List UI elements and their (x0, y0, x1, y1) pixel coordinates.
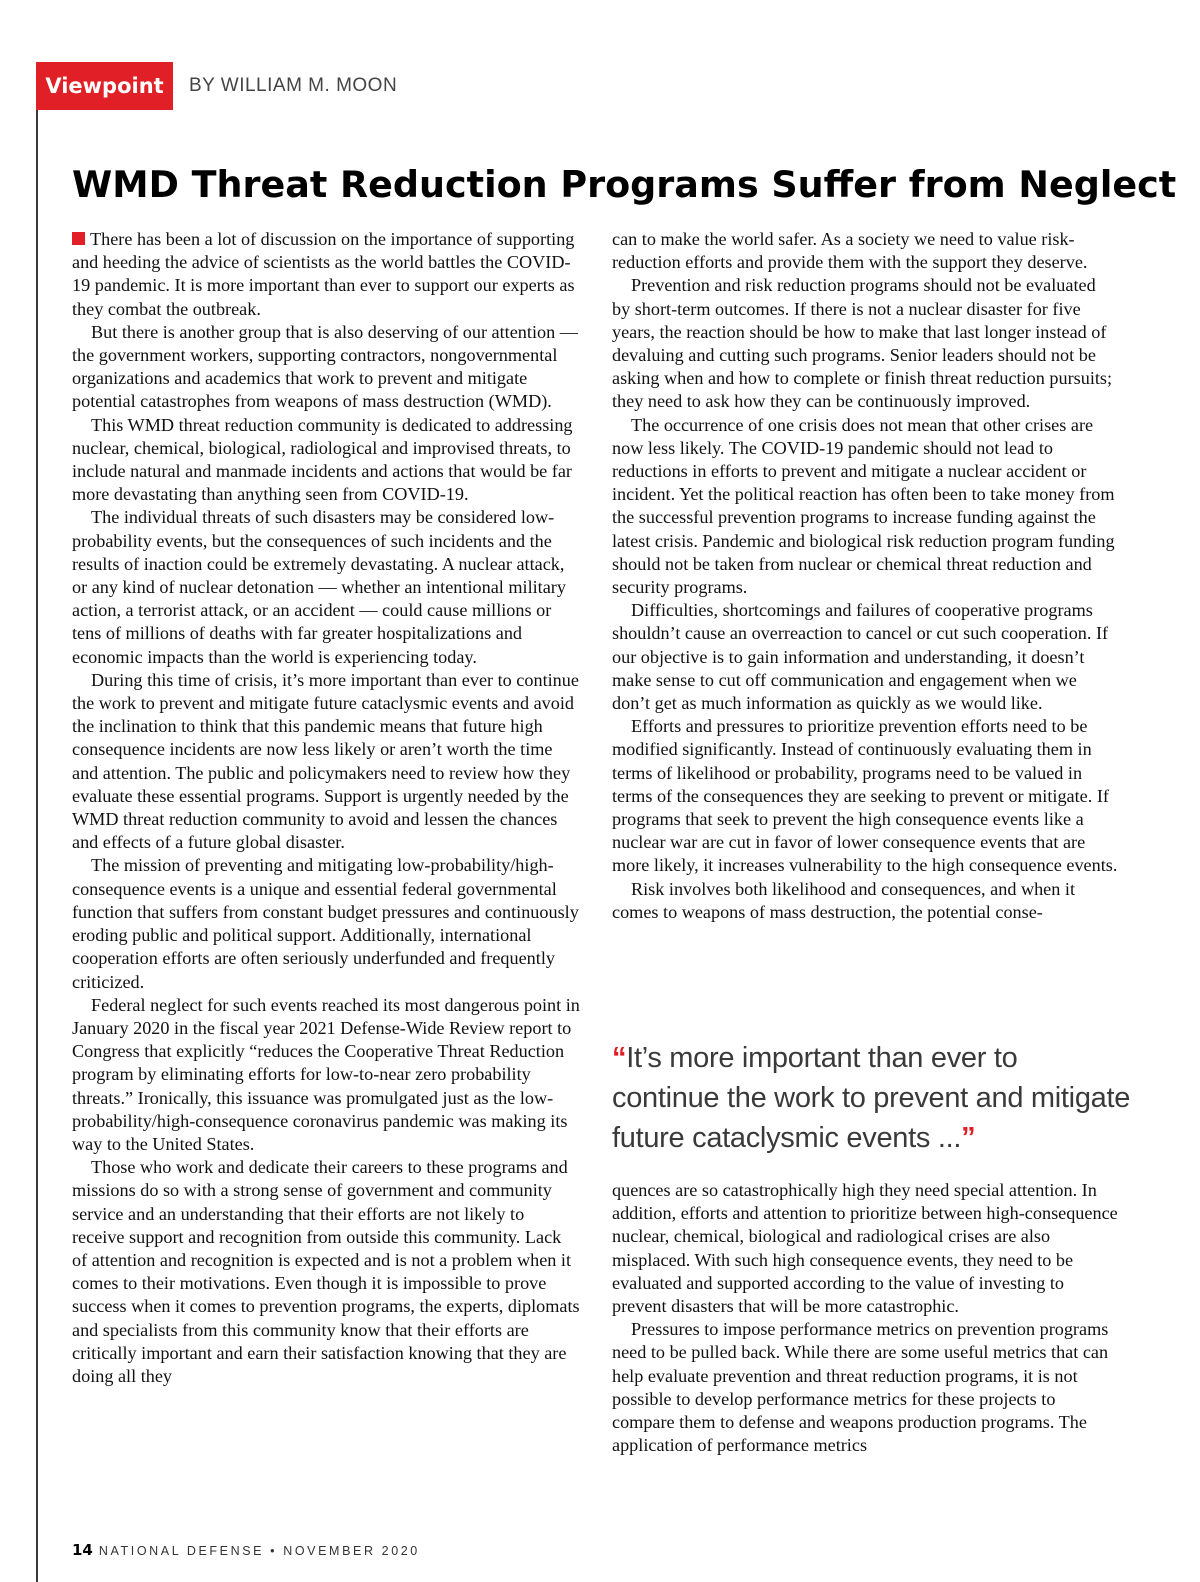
paragraph: Those who work and dedicate their careers to these programs and missions do so with a strong sense of government and community service and an understanding that their efforts are not likely to receive support and recognition from outside this community. Lack of attention and recognition is expected and is not a problem when it comes to their motivations. Even though it is impossible to prove success when it comes to prevention programs, the experts, diplomats and specialists from this community know that their efforts are critically important and earn their satisfaction knowing that they are doing all they (72, 1157, 580, 1386)
pull-quote-text: It’s more important than ever to continue the work to prevent and mitigate future cataclysmic events ... (612, 1042, 1131, 1154)
paragraph: Federal neglect for such events reached its most dangerous point in January 2020 in the fiscal year 2021 Defense-Wide Review report to Congress that explicitly “reduces the Cooperative Threat Reduction program by eliminating efforts for low-to-near zero probability threats.” Ironically, this issuance was promulgated just as the low-probability/high-consequence coronavirus pandemic was making its way to the United States. (72, 994, 580, 1154)
paragraph: Efforts and pressures to prioritize prevention efforts need to be modified significantly. Instead of continuously evaluating them in terms of likelihood or probability, programs need to be valued in terms of the consequences they are seeking to prevent or mitigate. If programs that seek to prevent the high consequence events like a nuclear war are cut in favor of lower consequence events that are more likely, it increases vulnerability to the high consequence events. (612, 716, 1118, 876)
close-quote-mark: ” (961, 1122, 976, 1154)
paragraph: During this time of crisis, it’s more important than ever to continue the work to prevent and mitigate future cataclysmic events and avoid the inclination to think that this pandemic means that future high consequence incidents are now less likely or aren’t worth the time and attention. The public and policymakers need to review how they evaluate these essential programs. Support is urgently needed by the WMD threat reduction community to avoid and lessen the chances and effects of a future global disaster. (72, 669, 579, 853)
paragraph: Pressures to impose performance metrics on prevention programs need to be pulled back. While there are some useful metrics that can help evaluate prevention and threat reduction programs, it is not possible to develop performance metrics for these projects to compare them to defense and weapons production programs. The application of performance metrics (612, 1319, 1109, 1456)
pull-quote (612, 1038, 1132, 1158)
red-square-icon (72, 232, 85, 245)
left-column (72, 228, 580, 1388)
byline: BY WILLIAM M. MOON (189, 75, 398, 96)
article-headline: WMD Threat Reduction Programs Suffer from Neglect (72, 163, 1177, 206)
paragraph: But there is another group that is also deserving of our attention — the government workers, supporting contractors, nongovernmental organizations and academics that work to prevent and mitigate potential catastrophes from weapons of mass destruction (WMD). (72, 321, 578, 412)
publication-line: NATIONAL DEFENSE • NOVEMBER 2020 (98, 1544, 420, 1558)
margin-rule (36, 108, 38, 1582)
paragraph: quences are so catastrophically high they need special attention. In addition, efforts and attention to prioritize between high-consequence nuclear, chemical, biological and radiological crises are also misplaced. With such high consequence events, they need to be evaluated and supported according to the value of investing to prevent disasters that will be more catastrophic. (612, 1180, 1118, 1317)
paragraph: The mission of preventing and mitigating low-probability/high-consequence events is a unique and essential federal governmental function that suffers from constant budget pressures and continuously eroding public and political support. Additionally, international cooperation efforts are often seriously underfunded and frequently criticized. (72, 855, 579, 992)
open-quote-mark: “ (612, 1042, 627, 1074)
right-column-top (612, 228, 1118, 924)
page-number: 14 (72, 1541, 93, 1559)
page-footer (72, 1541, 420, 1559)
paragraph: The occurrence of one crisis does not mean that other crises are now less likely. The COVID-19 pandemic should not lead to reductions in efforts to prevent and mitigate a nuclear accident or incident. Yet the political reaction has often been to take money from the successful prevention programs to increase funding against the latest crisis. Pandemic and biological risk reduction program funding should not be taken from nuclear or chemical threat reduction and security programs. (612, 414, 1115, 598)
paragraph: This WMD threat reduction community is dedicated to addressing nuclear, chemical, biological, radiological and improvised threats, to include natural and manmade incidents and actions that would be far more devastating than anything seen from COVID-19. (72, 414, 573, 505)
paragraph: There has been a lot of discussion on the importance of supporting and heeding the advice of scientists as the world battles the COVID-19 pandemic. It is more important than ever to support our experts as they combat the outbreak. (72, 229, 575, 319)
paragraph: Risk involves both likelihood and consequences, and when it comes to weapons of mass destruction, the potential conse- (612, 878, 1076, 922)
section-tag: Viewpoint (36, 62, 173, 110)
paragraph: can to make the world safer. As a society we need to value risk-reduction efforts and provide them with the support they deserve. (612, 229, 1088, 273)
right-column-bottom (612, 1179, 1118, 1457)
paragraph: Difficulties, shortcomings and failures of cooperative programs shouldn’t cause an overreaction to cancel or cut such cooperation. If our objective is to gain information and understanding, it doesn’t make sense to cut off communication and engagement when we don’t get as much information as quickly as we would like. (612, 600, 1109, 714)
paragraph: The individual threats of such disasters may be considered low-probability events, but the consequences of such incidents and the results of inaction could be extremely devastating. A nuclear attack, or any kind of nuclear detonation — whether an intentional military action, a terrorist attack, or an accident — could cause millions or tens of millions of deaths with far greater hospitalizations and economic impacts than the world is experiencing today. (72, 507, 566, 667)
paragraph: Prevention and risk reduction programs should not be evaluated by short-term outcomes. If there is not a nuclear disaster for five years, the reaction should be how to make that last longer instead of devaluing and cutting such programs. Senior leaders should not be asking when and how to complete or finish threat reduction pursuits; they need to ask how they can be continuously improved. (612, 275, 1113, 412)
